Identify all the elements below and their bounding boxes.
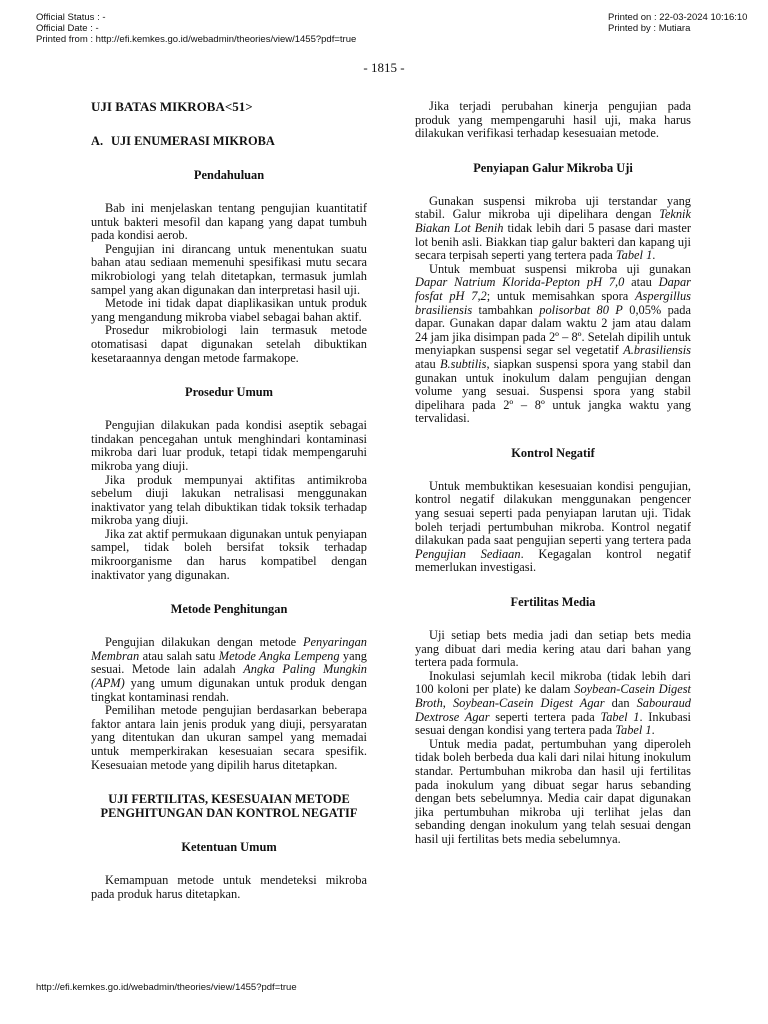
paragraph: Metode ini tidak dapat diaplikasikan untuk produk yang mengandung mikroba viabel sebagai bahan aktif. [91,296,367,324]
paragraph: Untuk membuktikan kesesuaian kondisi pengujian, kontrol negatif dilakukan menggunakan pengencer yang sesuai seperti pada penyiapan larutan uji. Tidak boleh terjadi pertumbuhan mikroba. Kontrol negatif dilakukan pada saat pengujian seperti yang tertera pada Pengujian Sediaan. Kegagalan kontrol negatif memerlukan investigasi. [415,478,692,575]
right-column [415,100,691,847]
paragraph: Pengujian ini dirancang untuk menentukan suatu bahan atau sediaan memenuhi spesifikasi mutu secara mikrobiologi yang telah ditetapkan, termasuk jumlah sampel yang akan digunakan dan interpretasi hasil uji. [91,241,367,297]
heading-fertilitas-media: Fertilitas Media [510,595,596,610]
section-heading [91,134,367,148]
heading-ketentuan-umum: Ketentuan Umum [181,840,277,855]
section-title: UJI ENUMERASI MIKROBA [111,134,275,148]
paragraph: Inokulasi sejumlah kecil mikroba (tidak lebih dari 100 koloni per plate) ke dalam Soybean-Casein Digest Broth, Soybean-Casein Digest Agar dan Sabouraud Dextrose Agar seperti tertera pada Tabel 1. Inkubasi sesuai dengan kondisi yang tertera pada Tabel 1. [415,668,691,738]
paragraph: Prosedur mikrobiologi lain termasuk metode otomatisasi dapat digunakan setelah dibuktikan kesetaraannya dengan metode farmakope. [91,323,367,365]
section-letter: A. [91,134,104,148]
print-header-right [608,12,747,34]
paragraph: Jika terjadi perubahan kinerja pengujian pada produk yang mempengaruhi hasil uji, maka harus dilakukan verifikasi terhadap kesesuaian metode. [415,99,691,141]
paragraph: Kemampuan metode untuk mendeteksi mikroba pada produk harus ditetapkan. [91,873,367,901]
chapter-title: UJI BATAS MIKROBA<51> [91,99,253,114]
paragraph: Gunakan suspensi mikroba uji terstandar yang stabil. Galur mikroba uji dipelihara dengan Teknik Biakan Lot Benih tidak lebih dari 5 pasase dari master lot benih asli. Biakkan tiap galur bakteri dan kapang uji secara terpisah seperti yang tertera pada Tabel 1. [415,193,691,263]
heading-kontrol-negatif: Kontrol Negatif [511,445,595,460]
official-date: Official Date : - [36,23,99,34]
left-column [91,100,367,901]
paragraph: Pengujian dilakukan dengan metode Penyaringan Membran atau salah satu Metode Angka Lempeng yang sesuai. Metode lain adalah Angka Paling Mungkin (APM) yang umum digunakan untuk produk dengan tingkat kontaminasi rendah. [91,635,367,704]
heading-penyiapan-galur: Penyiapan Galur Mikroba Uji [473,160,633,175]
official-status: Official Status : - [36,12,106,23]
paragraph: Bab ini menjelaskan tentang pengujian kuantitatif untuk bakteri mesofil dan kapang yang dapat tumbuh pada kondisi aerob. [91,201,367,243]
paragraph: Pengujian dilakukan pada kondisi aseptik sebagai tindakan pencegahan untuk menghindari kontaminasi mikroba dari luar produk, tetapi tidak mempengaruhi mikroba yang diuji. [91,418,367,473]
heading-metode-penghitungan: Metode Penghitungan [170,602,288,617]
printed-from: Printed from : http://efi.kemkes.go.id/webadmin/theories/view/1455?pdf=true [36,34,357,45]
heading-uji-fertilitas: UJI FERTILITAS, KESESUAIAN METODE PENGHITUNGAN DAN KONTROL NEGATIF [100,792,358,821]
paragraph: Untuk media padat, pertumbuhan yang diperoleh tidak boleh berbeda dua kali dari nilai hitung inokulum standar. Pertumbuhan mikroba dan hasil uji fertilitas pada inokulum yang dibuat segar harus sebanding dengan bets sebelumnya. Media cair dapat digunakan jika pertumbuhan mikroba uji terlihat jelas dan sebanding dengan inokulum yang telah sesuai dengan hasil uji fertilitas bets media sebelumnya. [415,736,691,846]
heading-pendahuluan: Pendahuluan [193,168,265,182]
footer-url: http://efi.kemkes.go.id/webadmin/theories/view/1455?pdf=true [36,982,297,993]
paragraph: Untuk membuat suspensi mikroba uji gunakan Dapar Natrium Klorida-Pepton pH 7,0 atau Dapar fosfat pH 7,2; untuk memisahkan spora Aspergillus brasiliensis tambahkan polisorbat 80 P 0,05% pada dapar. Gunakan dapar dalam waktu 2 jam atau dalam 24 jam jika disimpan pada 2º – 8º. Setelah dipilih untuk menyiapkan suspensi segar sel vegetatif A.brasiliensis atau B.subtilis, siapkan suspensi spora yang stabil dan gunakan untuk inokulum dalam pengujian dengan volume yang sesuai. Suspensi spora yang stabil dipelihara pada 2º – 8º untuk jangka waktu yang tervalidasi. [415,261,692,426]
paragraph: Jika produk mempunyai aktifitas antimikroba sebelum diuji lakukan netralisasi menggunakan inaktivator yang telah dibuktikan tidak toksik terhadap mikroba yang diuji. [91,472,367,528]
paragraph: Pemilihan metode pengujian berdasarkan beberapa faktor antara lain jenis produk yang diuji, persyaratan yang ditentukan dan ukuran sampel yang memadai untuk memperkirakan kesesuaian secara spesifik. Kesesuaian metode yang dipilih harus ditetapkan. [91,703,367,772]
heading-prosedur-umum: Prosedur Umum [185,385,273,400]
print-header-left [36,12,356,45]
paragraph: Jika zat aktif permukaan digunakan untuk penyiapan sampel, tidak boleh bersifat toksik terhadap mikroorganisme dan harus kompatibel dengan inaktivator yang digunakan. [91,526,367,582]
page-number: - 1815 - [363,60,405,75]
paragraph: Uji setiap bets media jadi dan setiap bets media yang dibuat dari media kering atau dari bahan yang tertera pada formula. [415,628,691,670]
printed-on: Printed on : 22-03-2024 10:16:10 [608,12,748,23]
printed-by: Printed by : Mutiara [608,23,691,34]
